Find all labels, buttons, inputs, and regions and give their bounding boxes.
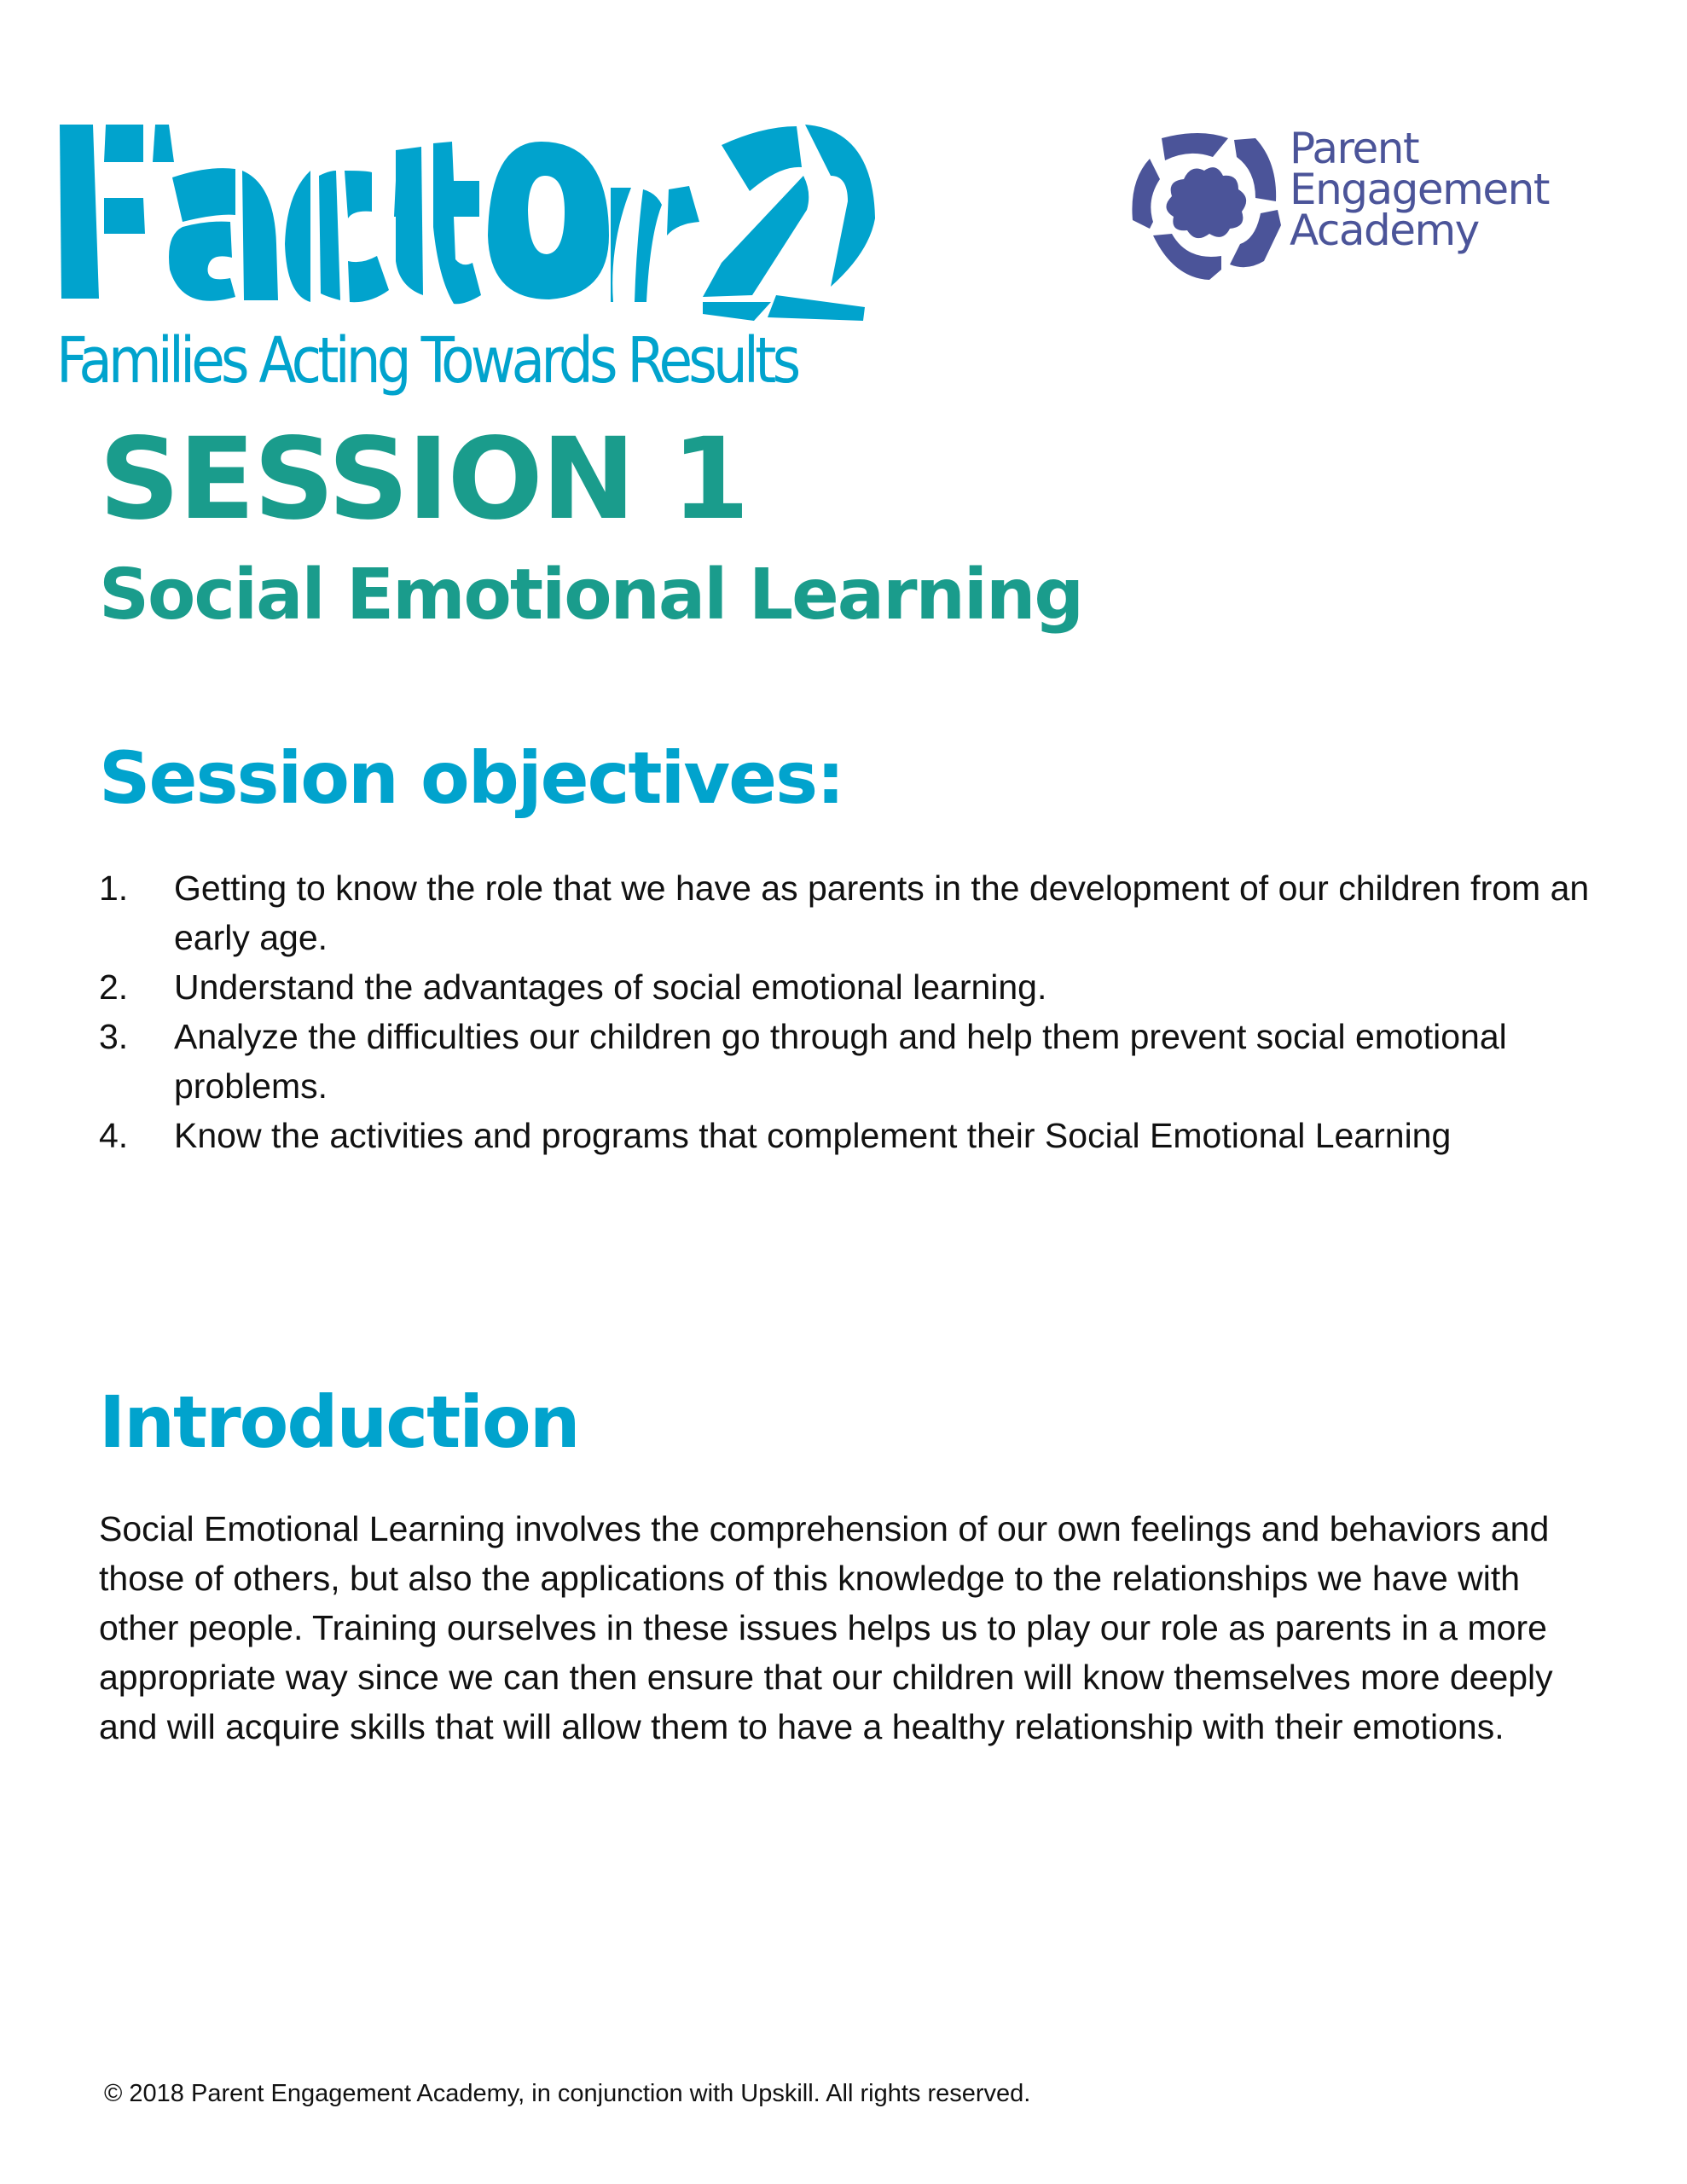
objective-number: 2.: [99, 967, 129, 1007]
pea-wordmark: [1290, 124, 1549, 255]
objective-item: [99, 1012, 1600, 1111]
introduction-body: Social Emotional Learning involves the comprehension of our own feelings and behaviors and those of others, but also the applications of this knowledge to the relationships we have with other people. Training ourselves in these issues helps us to play our role as parents in a more appropriate way since we can then ensure that our children will know themselves more deeply and will acquire skills that will allow them to have a healthy relationship with their emotions.: [99, 1509, 1553, 1746]
pea-line-parent: Parent: [1290, 124, 1419, 173]
factor2-tagline: Families Acting Towards Results: [56, 324, 797, 398]
parent-engagement-academy-logo: [1128, 124, 1605, 290]
objective-text: Understand the advantages of social emotional learning.: [174, 967, 1047, 1007]
objective-number: 4.: [99, 1116, 129, 1155]
objective-item: [99, 863, 1600, 962]
factor2-wordmark-icon: [55, 116, 882, 321]
copyright-footer: © 2018 Parent Engagement Academy, in conjunction with Upskill. All rights reserved.: [104, 2080, 1031, 2107]
objective-number: 1.: [99, 868, 129, 908]
objective-text: Know the activities and programs that complement their Social Emotional Learning: [174, 1116, 1452, 1155]
session-title: SESSION 1: [99, 414, 749, 545]
pea-line-engagement: Engagement: [1290, 165, 1549, 214]
objective-item: [99, 1111, 1600, 1160]
introduction-heading: Introduction: [99, 1380, 579, 1464]
objectives-heading: Session objectives:: [99, 736, 844, 820]
objectives-list: [99, 863, 1600, 1160]
flower-emblem-icon: [1128, 128, 1281, 282]
session-subtitle: Social Emotional Learning: [99, 555, 1083, 636]
objective-number: 3.: [99, 1017, 129, 1056]
objective-item: [99, 962, 1600, 1012]
factor2-logo: [55, 116, 882, 406]
pea-line-academy: Academy: [1290, 206, 1479, 255]
objective-text: Getting to know the role that we have as parents in the development of our children from an early age.: [174, 868, 1590, 957]
objective-text: Analyze the difficulties our children go through and help them prevent social emotional problems.: [174, 1017, 1507, 1106]
